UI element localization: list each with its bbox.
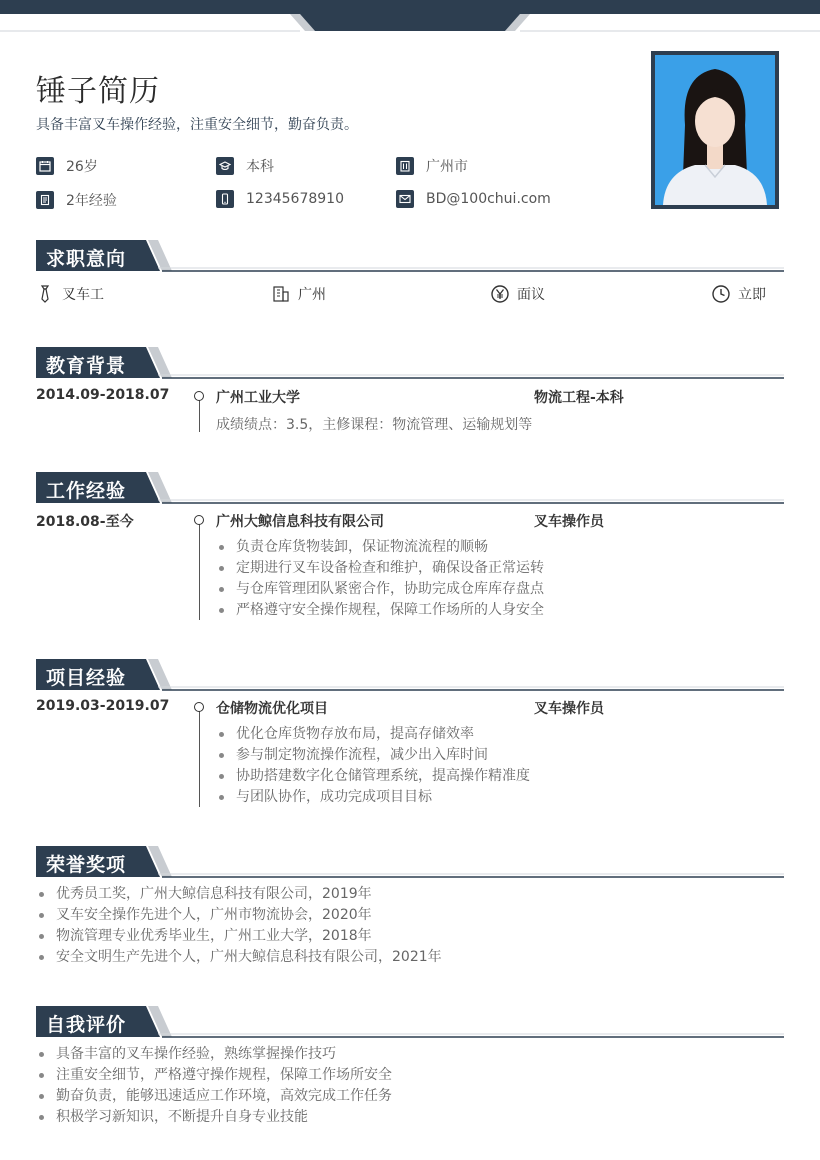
intent-location-value: 广州 bbox=[298, 287, 326, 303]
tie-icon bbox=[36, 285, 54, 303]
info-phone-value: 12345678910 bbox=[246, 191, 344, 207]
work-duties-list bbox=[216, 537, 544, 621]
timeline-line bbox=[199, 516, 200, 620]
section-header-project bbox=[36, 659, 784, 693]
list-item: 具备丰富的叉车操作经验，熟练掌握操作技巧 bbox=[36, 1044, 392, 1065]
intent-location bbox=[272, 284, 326, 304]
document-icon bbox=[36, 191, 54, 209]
info-degree-value: 本科 bbox=[246, 159, 274, 175]
info-degree bbox=[216, 156, 274, 176]
info-city-value: 广州市 bbox=[426, 159, 468, 175]
info-email bbox=[396, 190, 551, 208]
mail-icon bbox=[396, 190, 414, 208]
clock-icon bbox=[712, 285, 730, 303]
timeline-dot bbox=[194, 515, 204, 525]
work-company: 广州大鲸信息科技有限公司 bbox=[216, 514, 384, 530]
project-items-list bbox=[216, 724, 530, 808]
info-age bbox=[36, 156, 98, 176]
section-header-intent bbox=[36, 240, 784, 274]
section-title-self: 自我评价 bbox=[46, 1014, 127, 1036]
list-item: 与仓库管理团队紧密合作，协助完成仓库库存盘点 bbox=[216, 579, 544, 600]
phone-icon bbox=[216, 190, 234, 208]
list-item: 与团队协作，成功完成项目目标 bbox=[216, 787, 530, 808]
info-city bbox=[396, 156, 468, 176]
section-title-intent: 求职意向 bbox=[46, 248, 127, 270]
resume-tagline: 具备丰富叉车操作经验，注重安全细节，勤奋负责。 bbox=[36, 117, 358, 133]
info-email-value: BD@100chui.com bbox=[426, 191, 551, 207]
building-icon bbox=[396, 157, 414, 175]
section-header-education bbox=[36, 347, 784, 381]
list-item: 注重安全细节，严格遵守操作规程，保障工作场所安全 bbox=[36, 1065, 392, 1086]
education-major: 物流工程-本科 bbox=[534, 390, 624, 406]
list-item: 负责仓库货物装卸，保证物流流程的顺畅 bbox=[216, 537, 544, 558]
timeline-line bbox=[199, 703, 200, 807]
education-date: 2014.09-2018.07 bbox=[36, 387, 170, 403]
work-date: 2018.08-至今 bbox=[36, 514, 134, 530]
intent-job bbox=[36, 284, 104, 304]
intent-salary-value: 面议 bbox=[517, 287, 545, 303]
section-header-self bbox=[36, 1006, 784, 1040]
yen-coin-icon bbox=[491, 285, 509, 303]
top-banner-decoration bbox=[0, 0, 820, 32]
timeline-dot bbox=[194, 702, 204, 712]
intent-salary bbox=[491, 284, 545, 304]
project-date: 2019.03-2019.07 bbox=[36, 698, 170, 714]
list-item: 物流管理专业优秀毕业生，广州工业大学，2018年 bbox=[36, 926, 442, 947]
list-item: 定期进行叉车设备检查和维护，确保设备正常运转 bbox=[216, 558, 544, 579]
project-role: 叉车操作员 bbox=[534, 701, 604, 717]
profile-photo bbox=[651, 51, 779, 209]
intent-availability bbox=[712, 284, 766, 304]
list-item: 叉车安全操作先进个人，广州市物流协会，2020年 bbox=[36, 905, 442, 926]
graduation-cap-icon bbox=[216, 157, 234, 175]
work-role: 叉车操作员 bbox=[534, 514, 604, 530]
list-item: 优秀员工奖，广州大鲸信息科技有限公司，2019年 bbox=[36, 884, 442, 905]
resume-name: 锤子简历 bbox=[36, 74, 160, 109]
project-name: 仓储物流优化项目 bbox=[216, 701, 328, 717]
timeline-dot bbox=[194, 391, 204, 401]
list-item: 积极学习新知识，不断提升自身专业技能 bbox=[36, 1107, 392, 1128]
section-title-honors: 荣誉奖项 bbox=[46, 854, 127, 876]
section-title-education: 教育背景 bbox=[46, 355, 127, 377]
self-evaluation-list bbox=[36, 1044, 392, 1128]
section-header-honors bbox=[36, 846, 784, 880]
section-title-work: 工作经验 bbox=[46, 480, 127, 502]
section-title-project: 项目经验 bbox=[46, 667, 127, 689]
list-item: 协助搭建数字化仓储管理系统，提高操作精准度 bbox=[216, 766, 530, 787]
section-header-work bbox=[36, 472, 784, 506]
list-item: 安全文明生产先进个人，广州大鲸信息科技有限公司，2021年 bbox=[36, 947, 442, 968]
info-experience bbox=[36, 190, 117, 210]
info-phone bbox=[216, 190, 344, 208]
intent-job-value: 叉车工 bbox=[62, 287, 104, 303]
building-icon bbox=[272, 285, 290, 303]
honors-list bbox=[36, 884, 442, 968]
intent-availability-value: 立即 bbox=[738, 287, 766, 303]
education-detail: 成绩绩点：3.5，主修课程：物流管理、运输规划等 bbox=[216, 417, 533, 433]
education-school: 广州工业大学 bbox=[216, 390, 300, 406]
list-item: 勤奋负责，能够迅速适应工作环境，高效完成工作任务 bbox=[36, 1086, 392, 1107]
list-item: 严格遵守安全操作规程，保障工作场所的人身安全 bbox=[216, 600, 544, 621]
calendar-icon bbox=[36, 157, 54, 175]
info-age-value: 26岁 bbox=[66, 159, 98, 175]
list-item: 优化仓库货物存放布局，提高存储效率 bbox=[216, 724, 530, 745]
list-item: 参与制定物流操作流程，减少出入库时间 bbox=[216, 745, 530, 766]
info-experience-value: 2年经验 bbox=[66, 193, 117, 209]
